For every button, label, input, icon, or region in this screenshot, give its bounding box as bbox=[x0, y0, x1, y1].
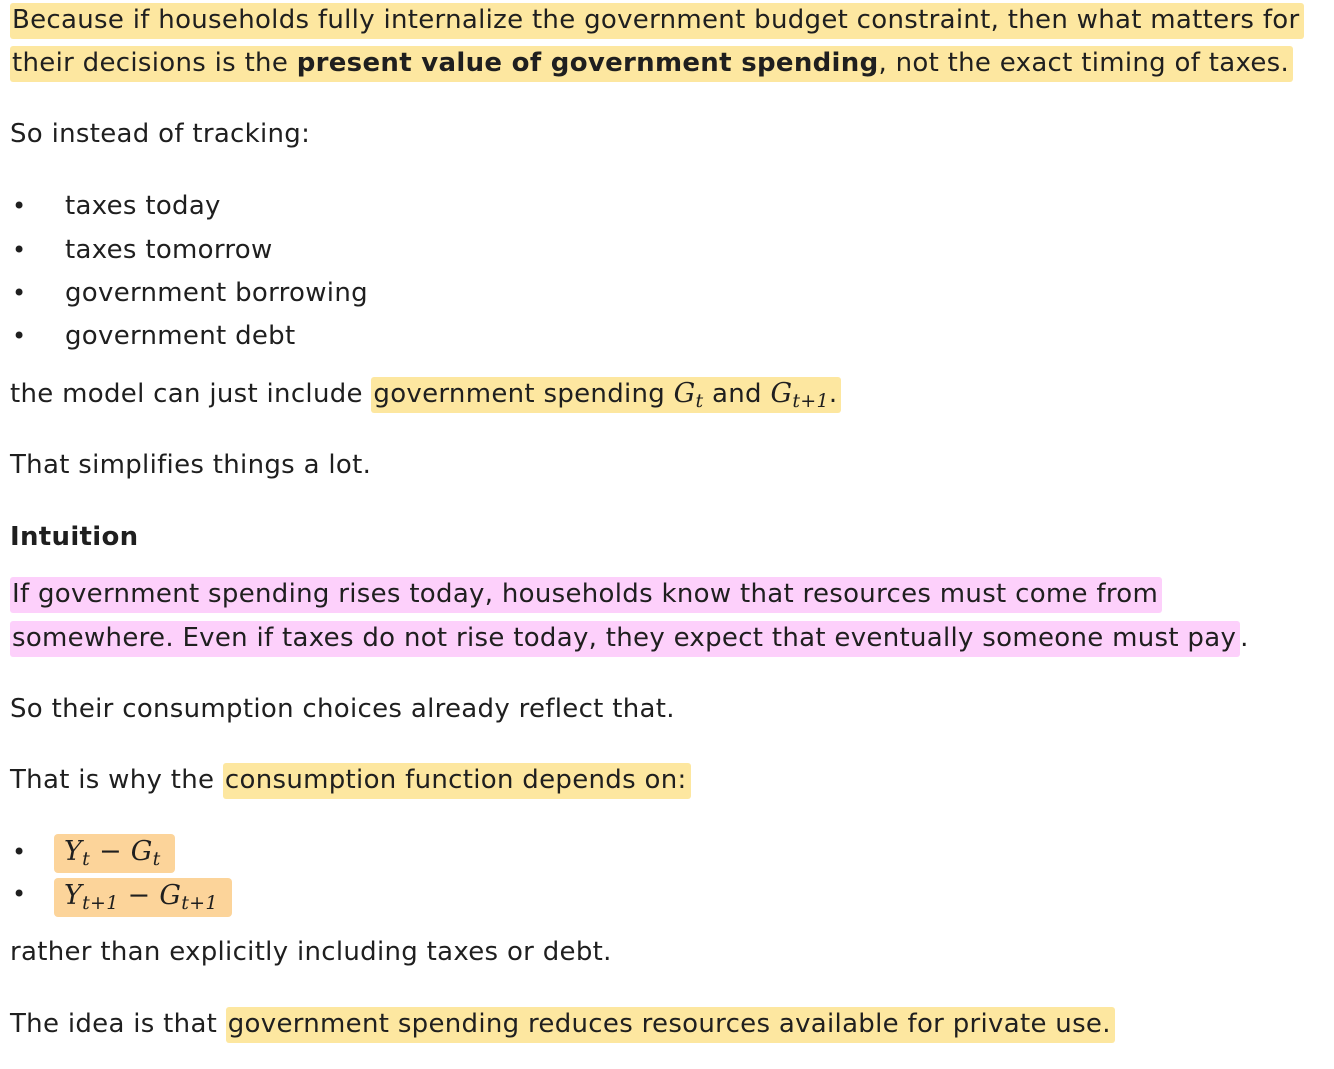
bullet-icon: • bbox=[12, 838, 27, 866]
para7: That is why the consumption function depends on: bbox=[10, 760, 691, 800]
highlight-yellow: government spending reduces resources available for private use. bbox=[226, 1007, 1115, 1043]
highlight-yellow: consumption function depends on: bbox=[223, 763, 691, 799]
math-g-t: $G_t$ bbox=[673, 378, 704, 412]
math-y-minus-g-t: $Y_t - G_t$ bbox=[54, 834, 175, 873]
bullet-icon: • bbox=[12, 880, 27, 908]
bullet-icon: • bbox=[12, 192, 27, 220]
para5-line2: somewhere. Even if taxes do not rise today, they expect that eventually someone must pay . bbox=[10, 618, 1249, 658]
math-y-minus-g-t1: $Y_{t+1} - G_{t+1}$ bbox=[54, 878, 232, 917]
para1-line1 bbox=[10, 0, 1304, 40]
bullet-icon: • bbox=[12, 279, 27, 307]
highlight-yellow: government spending $G_t$ and $G_{t+1}$. bbox=[371, 377, 841, 413]
highlight-yellow: Because if households fully internalize the government budget constraint, then what matters for bbox=[10, 3, 1304, 39]
para5-line1 bbox=[10, 574, 1162, 614]
para2: So instead of tracking: bbox=[10, 119, 311, 149]
highlight-yellow: their decisions is the present value of government spending, not the exact timing of taxes. bbox=[10, 46, 1293, 82]
highlight-pink: somewhere. Even if taxes do not rise today, they expect that eventually someone must pay bbox=[10, 621, 1240, 657]
para1-line2 bbox=[10, 43, 1293, 83]
bullet-icon: • bbox=[12, 322, 27, 350]
para3: the model can just include government spending $G_t$ and $G_{t+1}$. bbox=[10, 374, 841, 414]
para9: The idea is that government spending reduces resources available for private use. bbox=[10, 1004, 1115, 1044]
section-heading: Intuition bbox=[10, 522, 139, 552]
bullet-icon: • bbox=[12, 236, 27, 264]
para4: That simplifies things a lot. bbox=[10, 450, 372, 480]
para8: rather than explicitly including taxes or debt. bbox=[10, 937, 612, 967]
highlight-pink: If government spending rises today, households know that resources must come from bbox=[10, 577, 1162, 613]
math-g-t1: $G_{t+1}$ bbox=[770, 378, 829, 412]
bold-phrase: present value of government spending bbox=[296, 48, 879, 78]
para6: So their consumption choices already reflect that. bbox=[10, 694, 675, 724]
